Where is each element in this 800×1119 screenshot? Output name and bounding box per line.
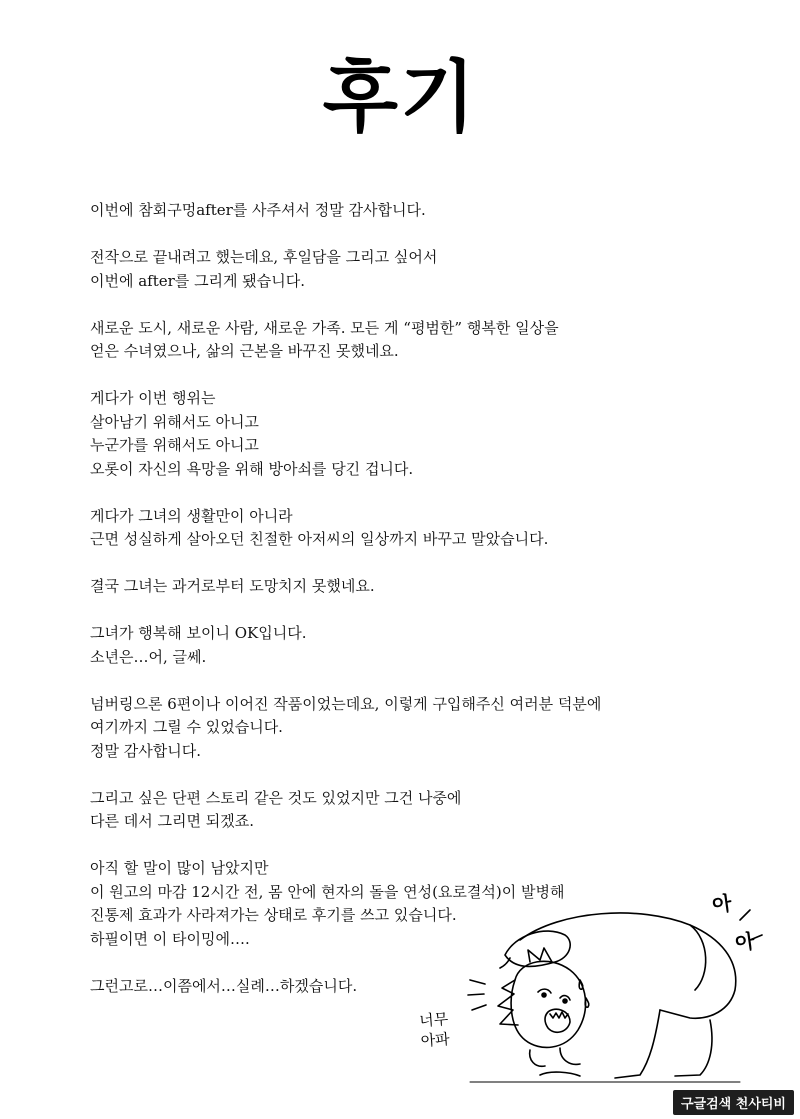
text-line: 이 원고의 마감 12시간 전, 몸 안에 현자의 돌을 연성(요로결석)이 발병해 xyxy=(90,882,565,901)
text-line: 게다가 그녀의 생활만이 아니라 xyxy=(90,506,293,525)
text-line: 다른 데서 그리면 되겠죠. xyxy=(90,812,254,830)
sfx-ah-text: 아 xyxy=(733,928,757,956)
paragraph xyxy=(90,317,610,364)
text-line: 살아남기 위해서도 아니고 xyxy=(90,412,259,431)
paragraph xyxy=(90,693,610,764)
text-line: 새로운 도시, 새로운 사람, 새로운 가족. 모든 게 “평범한” 행복한 일상을 xyxy=(90,318,559,337)
paragraph xyxy=(90,505,610,552)
paragraph xyxy=(90,246,610,293)
text-line: 진통제 효과가 사라져가는 상태로 후기를 쓰고 있습니다. xyxy=(90,906,457,924)
text-line: 정말 감사합니다. xyxy=(90,741,201,760)
text-line: 소년은…어, 글쎄. xyxy=(90,647,207,666)
sfx-hurts-line: 아파 xyxy=(420,1029,451,1050)
sfx-hurts-text xyxy=(419,1009,451,1051)
text-line: 그녀가 행복해 보이니 OK입니다. xyxy=(90,624,307,642)
paragraph xyxy=(90,199,610,223)
paragraph xyxy=(90,787,610,834)
text-line: 아직 할 말이 많이 남았지만 xyxy=(90,859,269,877)
text-line: 게다가 이번 행위는 xyxy=(90,389,216,407)
text-line: 그리고 싶은 단편 스토리 같은 것도 있었지만 그건 나중에 xyxy=(90,788,462,807)
paragraph xyxy=(90,387,610,481)
text-line: 하필이면 이 타이밍에…. xyxy=(90,929,250,948)
sfx-hurts-line: 너무 xyxy=(418,1010,449,1031)
watermark-badge: 구글검색 천사티비 xyxy=(673,1090,794,1115)
paragraph xyxy=(90,575,610,599)
text-line: 이번에 after를 그리게 됐습니다. xyxy=(90,271,306,290)
text-line: 근면 성실하게 살아오던 친절한 아저씨의 일상까지 바꾸고 말았습니다. xyxy=(90,530,549,548)
author-cartoon-illustration xyxy=(410,880,790,1090)
text-line: 결국 그녀는 과거로부터 도망치지 못했네요. xyxy=(90,577,375,595)
paragraph xyxy=(90,622,610,669)
text-line: 그런고로…이쯤에서…실례…하겠습니다. xyxy=(90,976,358,995)
text-line: 전작으로 끝내려고 했는데요, 후일담을 그리고 싶어서 xyxy=(90,248,438,266)
page-title: 후기 xyxy=(322,53,478,143)
text-line: 이번에 참회구멍after를 사주셔서 정말 감사합니다. xyxy=(90,201,426,219)
sfx-ah-text: 아 xyxy=(710,890,734,918)
text-line: 누군가를 위해서도 아니고 xyxy=(90,436,259,454)
text-line: 넘버링으론 6편이나 이어진 작품이었는데요, 이렇게 구입해주신 여러분 덕분에 xyxy=(90,694,602,713)
text-line: 얻은 수녀였으나, 삶의 근본을 바꾸진 못했네요. xyxy=(90,342,399,360)
text-line: 여기까지 그릴 수 있었습니다. xyxy=(90,718,283,736)
text-line: 오롯이 자신의 욕망을 위해 방아쇠를 당긴 겁니다. xyxy=(90,459,414,478)
